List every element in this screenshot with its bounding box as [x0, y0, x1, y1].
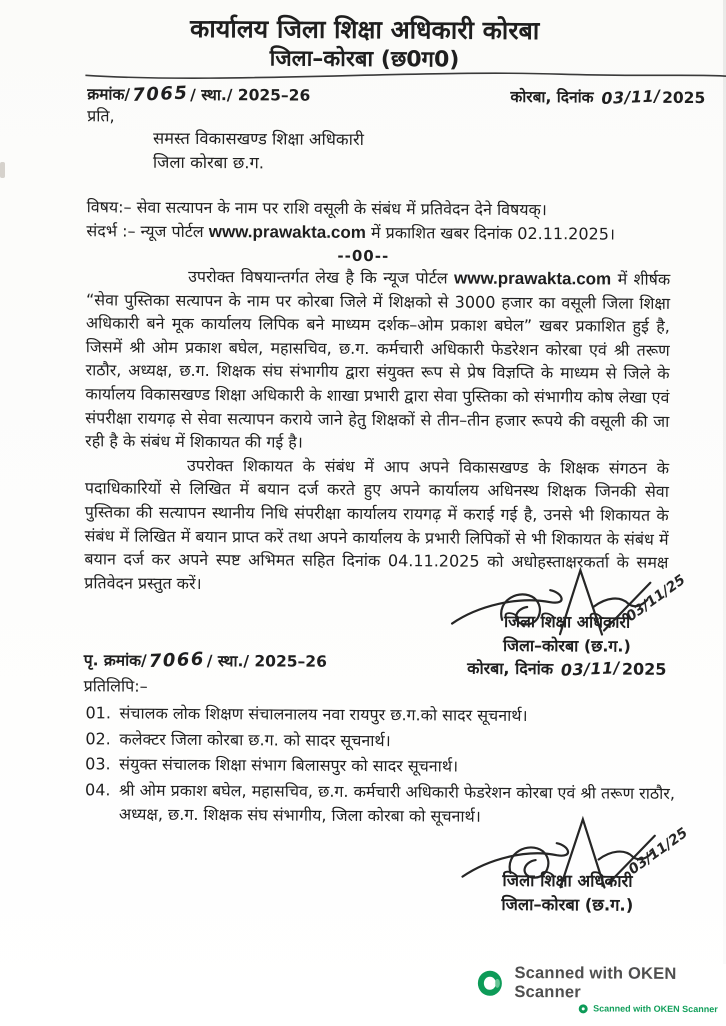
- reference-source-line: [86, 219, 686, 245]
- handwritten-date: 03/11/: [600, 86, 661, 108]
- news-portal-url: www.prawakta.com: [208, 222, 366, 243]
- signatory-designation: जिला शिक्षा अधिकारी: [502, 870, 633, 891]
- copy-item: [85, 701, 681, 729]
- place-date: [510, 85, 705, 108]
- sig-place-label: कोरबा, दिनांक: [467, 658, 559, 679]
- copy-number: 02.: [85, 728, 111, 748]
- copy-number: 04.: [84, 779, 111, 799]
- oken-scanner-badge-small: [579, 1003, 718, 1014]
- oken-logo-icon: [579, 1004, 588, 1013]
- copy-text: श्री ओम प्रकाश बघेल, महासचिव, छ.ग. कर्मचारी अधिकारी फेडरेशन कोरबा एवं श्री तरूण राठौर, अध्यक्ष, छ.ग. शिक्षक संघ संभागीय, जिला कोरबा को सूचनार्थ।: [118, 780, 676, 826]
- reference-number-line: [87, 82, 705, 108]
- sig-date-handwritten: 03/11/: [560, 658, 621, 680]
- copy-item: [85, 778, 681, 831]
- signature-date-handwritten: 03/11/25: [623, 571, 689, 626]
- district-title: जिला–कोरबा (छ0ग0): [269, 46, 460, 73]
- reference-pre: संदर्भ :– न्यूज पोर्टल: [86, 221, 209, 242]
- signatory-designation: जिला शिक्षा अधिकारी: [503, 611, 631, 632]
- date-year: 2025: [662, 88, 706, 108]
- para1-post: में शीर्षक “सेवा पुस्तिका सत्यापन के नाम पर कोरबा जिले में शिक्षको से 3000 हजार का वसूली जिला शिक्षा अधिकारी बने मूक कार्यालय लिपिक बने माध्यम दर्शक–ओम प्रकाश बघेल” खबर प्रकाशित हुई है, जिसमें श्री ओम प्रकाश बघेल, महासचिव, छ.ग. कर्मचारी अधिकारी फेडरेशन कोरबा एवं श्री तरूण राठौर, अध्यक्ष, छ.ग. शिक्षक संघ संभागीय द्वारा संयुक्त रूप से प्रेष विज्ञप्ति के माध्यम से जिले के कार्यालय विकासखण्ड शिक्षा अधिकारी के शाखा प्रभारी द्वारा सेवा पुस्तिका को संभागीय कोष लेखा एवं संपरीक्षा रायगढ़ से सेवा सत्यापन कराये जाने हेतु शिक्षकों से तीन–तीन हजार रूपये की वसूली की जा रही है के संबंध में शिकायत की गई है।: [85, 269, 671, 452]
- number-suffix: / स्था./ 2025–26: [190, 85, 311, 105]
- section-separator: --00--: [337, 246, 390, 266]
- oken-badge-label: Scanned with OKEN Scanner: [514, 963, 677, 1002]
- copy-text: संचालक लोक शिक्षण संचालनालय नवा रायपुर छ.ग.को सादर सूचनार्थ।: [119, 703, 528, 726]
- para1-url: www.prawakta.com: [453, 268, 612, 289]
- oken-scanner-badge: [478, 964, 722, 1003]
- oken-logo-icon: [478, 970, 502, 995]
- to-label: प्रति,: [87, 106, 115, 126]
- copy-text: संयुक्त संचालक शिक्षा संभाग बिलासपुर को सादर सूचनार्थ।: [119, 754, 459, 776]
- signatory-district: जिला–कोरबा (छ.ग.): [502, 635, 631, 656]
- copy-number: 03.: [85, 754, 111, 774]
- endorsement-prefix: पृ. क्रमांक/: [83, 651, 147, 670]
- copy-number: 01.: [85, 703, 112, 723]
- copy-item: [85, 752, 681, 780]
- endorsement-handwritten-number: 7066: [148, 648, 206, 673]
- body-paragraph-1: [85, 264, 670, 456]
- reference-post: में प्रकाशित खबर दिनांक 02.11.2025।: [365, 223, 616, 244]
- copy-item: [85, 727, 681, 755]
- addressee-block: [153, 127, 364, 176]
- office-title: कार्यालय जिला शिक्षा अधिकारी कोरबा: [190, 13, 540, 46]
- endorsement-number-line: [84, 648, 327, 671]
- addressee-line1: समस्त विकासखण्ड शिक्षा अधिकारी: [152, 128, 364, 150]
- endorsement-suffix: / स्था./ 2025–26: [206, 652, 327, 671]
- body-paragraph-2: उपरोक्त शिकायत के संबंध में आप अपने विकासखण्ड के शिक्षक संगठन के पदाधिकारियों से लिखित में बयान दर्ज करते हुए अपने कार्यालय अधिनस्थ शिक्षक जिनकी सेवा पुस्तिका की सत्यापन स्थानीय निधि संपरीक्षा कार्यालय रायगढ़ में कराई गई है, उनसे भी शिकायत के संबंध में लिखित में बयान प्राप्त करें तथा अपने कार्यालय के प्रभारी लिपिकों से भी शिकायत के संबंध में बयान दर्ज कर अपने स्पष्ट अभिमत सहित दिनांक 04.11.2025 को अधोहस्ताक्षरकर्ता के समक्ष प्रतिवेदन प्रस्तुत करें।: [84, 455, 670, 593]
- signature-place-date: [426, 656, 708, 681]
- outward-number: [87, 82, 310, 105]
- copy-text: कलेक्टर जिला कोरबा छ.ग. को सादर सूचनार्थ।: [119, 729, 391, 750]
- subject-line: विषय:– सेवा सत्यापन के नाम पर राशि वसूली के संबंध में प्रतिवेदन देने विषयक्।: [86, 197, 547, 220]
- copies-list: [85, 701, 682, 831]
- sig-date-year: 2025: [621, 659, 667, 679]
- addressee-line2: जिला कोरबा छ.ग.: [152, 152, 265, 173]
- signature-date-handwritten: 03/11/25: [625, 824, 691, 879]
- para1-pre: उपरोक्त विषयान्तर्गत लेख है कि न्यूज पोर्टल: [188, 266, 455, 288]
- handwritten-number: 7065: [131, 82, 189, 107]
- signature-block-bottom: [442, 824, 692, 918]
- copies-label: प्रतिलिपि:–: [83, 676, 148, 696]
- signatory-district: जिला–कोरबा (छ.ग.): [501, 894, 634, 915]
- place-date-label: कोरबा, दिनांक: [510, 87, 599, 107]
- number-prefix: क्रमांक/: [87, 85, 131, 104]
- signature-block-top: [426, 571, 708, 681]
- oken-badge-small-label: Scanned with OKEN Scanner: [593, 1003, 718, 1015]
- letter-body: [84, 264, 670, 598]
